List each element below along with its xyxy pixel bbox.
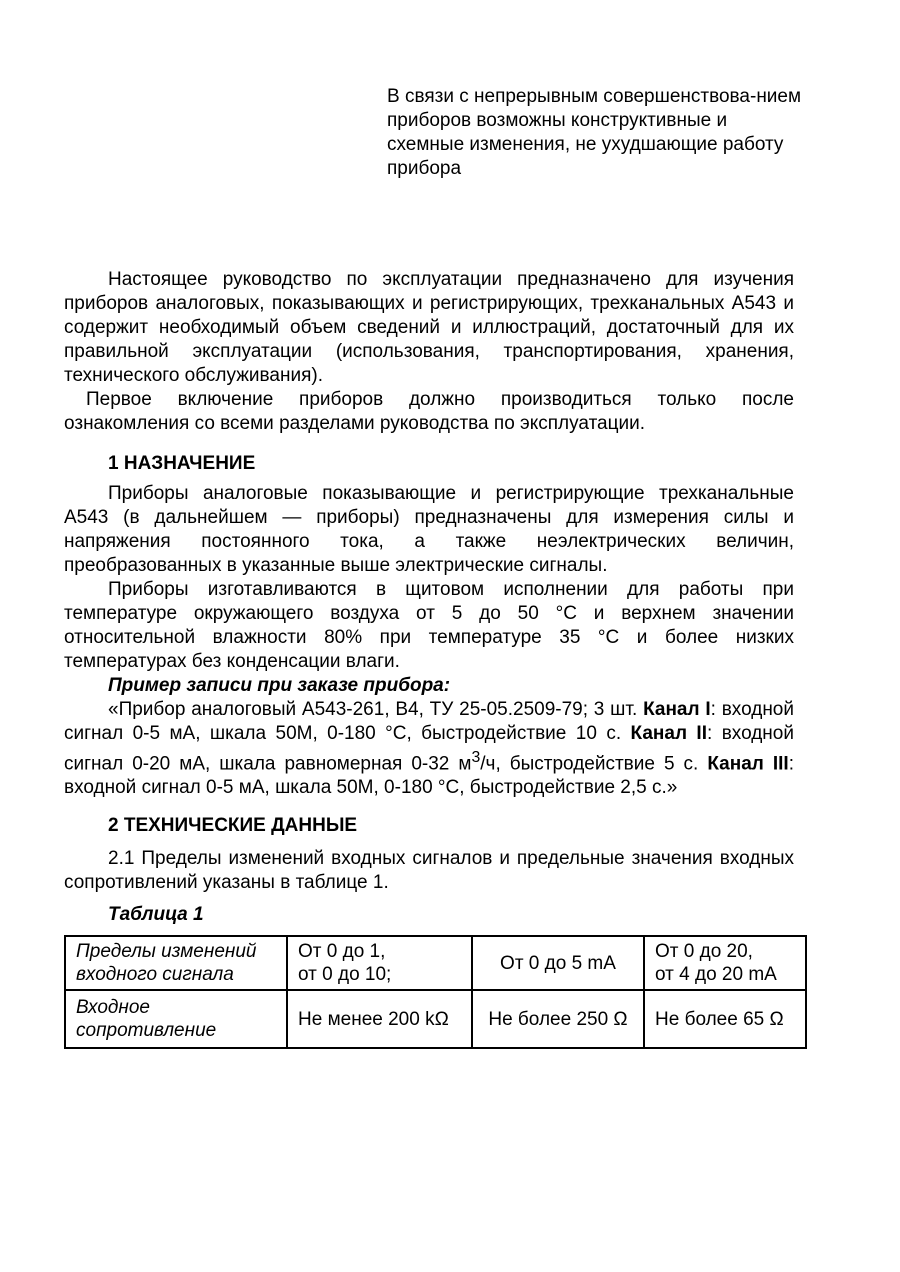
section-2 — [64, 814, 794, 927]
table-row-header-input-range: Пределы изменений входного сигнала — [65, 936, 287, 990]
channel-1-label: Канал I — [643, 699, 711, 720]
example-title-text: Пример записи при заказе прибора — [108, 675, 444, 696]
table-cell-line: от 0 до 10; — [298, 964, 392, 985]
intro-paragraph-1: Настоящее руководство по эксплуатации предназначено для изучения приборов аналоговых, показывающих и регистрирующих, трехканальных А543 и содержит необходимый объем сведений и иллюстраций, достаточный для их правильной эксплуатации (использования, транспортирования, хранения, технического обслуживания). — [64, 269, 794, 386]
table-cell-line: Входное — [76, 997, 150, 1018]
table-1 — [64, 935, 807, 1049]
table-cell: Не менее 200 kΩ — [287, 990, 472, 1048]
table-cell-line: от 4 до 20 mA — [655, 964, 777, 985]
order-example — [64, 698, 794, 800]
table-row — [65, 990, 806, 1048]
section-2-paragraph-1: 2.1 Пределы изменений входных сигналов и предельные значения входных сопротивлений указаны в таблице 1. — [64, 848, 794, 893]
table-cell: Не более 250 Ω — [472, 990, 644, 1048]
order-example-part-1: «Прибор аналоговый А543-261, В4, ТУ 25-05.2509-79; 3 шт. — [108, 699, 644, 720]
table-cell: Не более 65 Ω — [644, 990, 806, 1048]
channel-3-label: Канал III — [707, 753, 789, 775]
table-cell — [644, 936, 806, 990]
table-cell: От 0 до 5 mA — [472, 936, 644, 990]
intro-section — [64, 268, 794, 436]
superscript-3: 3 — [471, 749, 481, 766]
channel-2-label: Канал II — [630, 723, 707, 744]
table-caption: Таблица 1 — [108, 904, 204, 925]
section-1-heading: 1 НАЗНАЧЕНИЕ — [108, 453, 256, 474]
section-1 — [64, 452, 794, 800]
notice-text: В связи с непрерывным совершенствова-нием приборов возможны конструктивные и схемные изменения, не ухудшающие работу прибора — [387, 86, 802, 179]
section-1-paragraph-1: Приборы аналоговые показывающие и регистрирующие трехканальные А543 (в дальнейшем — приборы) предназначены для измерения силы и напряжения постоянного тока, а также неэлектрических величин, преобразованных в указанные выше электрические сигналы. — [64, 483, 794, 576]
example-title — [64, 674, 794, 698]
table-cell-line: сопротивление — [76, 1020, 217, 1041]
table-cell — [287, 936, 472, 990]
order-example-part-2: : входной сигнал 0-5 мА, шкала 50М, 0-180 °С, быстродействие 10 с. — [64, 699, 794, 744]
intro-paragraph-2: Первое включение приборов должно производиться только после ознакомления со всеми разделами руководства по эксплуатации. — [64, 389, 794, 434]
table-cell-line: От 0 до 1, — [298, 941, 386, 962]
section-1-paragraph-2: Приборы изготавливаются в щитовом исполнении для работы при температуре окружающего воздуха от 5 до 50 °С и верхнем значении относительной влажности 80% при температуре 35 °С и более низких температурах без конденсации влаги. — [64, 579, 794, 672]
table-row-header-input-resistance — [65, 990, 287, 1048]
order-example-part-5: : входной сигнал 0-5 мА, шкала 50М, 0-180 °С, быстродействие 2,5 с.» — [64, 753, 794, 799]
section-2-heading: 2 ТЕХНИЧЕСКИЕ ДАННЫЕ — [108, 815, 358, 836]
order-example-part-3: : входной сигнал 0-20 мА, шкала равномерная 0-32 м — [64, 723, 794, 775]
order-example-part-4: /ч, быстродействие 5 с. — [480, 753, 708, 775]
example-title-colon: : — [443, 675, 451, 696]
table-row — [65, 936, 806, 990]
table-cell-line: От 0 до 20, — [655, 941, 753, 962]
